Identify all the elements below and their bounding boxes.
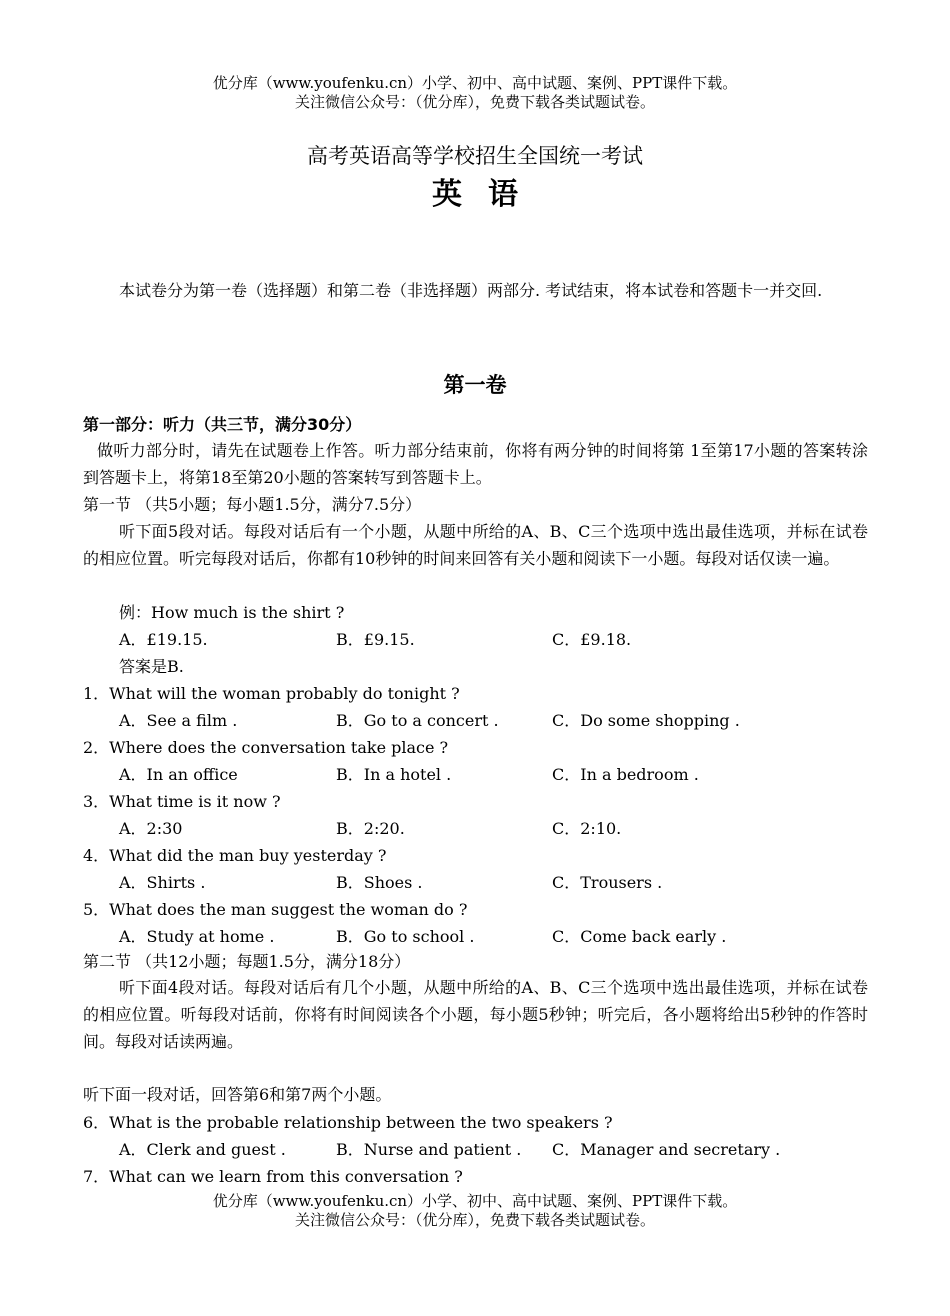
section2-heading: 第二节 （共12小题；每题1.5分，满分18分） [83, 952, 411, 971]
volume-heading: 第一卷 [443, 373, 507, 397]
example-answer: 答案是B. [119, 657, 184, 676]
q6-option-b: B．Nurse and patient . [336, 1140, 522, 1159]
q1-option-a: A．See a film . [119, 711, 238, 730]
q6-option-c: C．Manager and secretary . [552, 1140, 781, 1159]
header-line-1: 优分库（www.youfenku.cn）小学、初中、高中试题、案例、PPT课件下载。 [212, 74, 738, 92]
section2-instruction: 听下面4段对话。每段对话后有几个小题，从题中所给的A、B、C三个选项中选出最佳选项，并标在试卷的相应位置。听每段对话前，你将有时间阅读各个小题，每小题5秒钟；听完后，各小题将给出5秒钟的作答时间。每段对话读两遍。 [83, 978, 868, 1051]
footer-line-2: 关注微信公众号：（优分库），免费下载各类试题试卷。 [294, 1211, 655, 1229]
q3-option-a: A．2:30 [119, 819, 183, 838]
q3-option-c: C．2:10. [552, 819, 622, 838]
q1-option-b: B．Go to a concert . [336, 711, 499, 730]
q2-option-b: B．In a hotel . [336, 765, 452, 784]
q5-option-c: C．Come back early . [552, 927, 727, 946]
question-3: 3．What time is it now ? [83, 792, 281, 811]
q4-option-c: C．Trousers . [552, 873, 663, 892]
section1-heading: 第一节 （共5小题；每小题1.5分，满分7.5分） [83, 495, 422, 514]
q2-option-c: C．In a bedroom . [552, 765, 699, 784]
question-1: 1．What will the woman probably do tonight ? [83, 684, 460, 703]
subject-title: 英语 [432, 177, 544, 212]
example-question: 例：How much is the shirt ? [119, 603, 345, 622]
part1-heading: 第一部分：听力（共三节，满分30分） [83, 415, 362, 434]
q2-option-a: A．In an office [119, 765, 238, 784]
footer-line-1: 优分库（www.youfenku.cn）小学、初中、高中试题、案例、PPT课件下载。 [212, 1192, 738, 1210]
intro-paragraph: 本试卷分为第一卷（选择题）和第二卷（非选择题）两部分. 考试结束，将本试卷和答题卡一并交回. [119, 281, 823, 300]
question-4: 4．What did the man buy yesterday ? [83, 846, 387, 865]
exam-title: 高考英语高等学校招生全国统一考试 [307, 144, 643, 168]
example-option-b: B．£9.15. [336, 630, 415, 649]
part1-instruction: 做听力部分时，请先在试题卷上作答。听力部分结束前，你将有两分钟的时间将第 1至第17小题的答案转涂到答题卡上，将第18至第20小题的答案转写到答题卡上。 [83, 441, 868, 487]
group-intro: 听下面一段对话，回答第6和第7两个小题。 [83, 1085, 392, 1104]
q1-option-c: C．Do some shopping . [552, 711, 740, 730]
question-6: 6．What is the probable relationship between the two speakers ? [83, 1113, 613, 1132]
example-option-c: C．£9.18. [552, 630, 632, 649]
q6-option-a: A．Clerk and guest . [119, 1140, 286, 1159]
q4-option-a: A．Shirts . [119, 873, 206, 892]
q4-option-b: B．Shoes . [336, 873, 423, 892]
question-5: 5．What does the man suggest the woman do ? [83, 900, 468, 919]
q5-option-b: B．Go to school . [336, 927, 475, 946]
q3-option-b: B．2:20. [336, 819, 405, 838]
question-7: 7．What can we learn from this conversation ? [83, 1167, 463, 1186]
section1-instruction: 听下面5段对话。每段对话后有一个小题，从题中所给的A、B、C三个选项中选出最佳选项，并标在试卷的相应位置。听完每段对话后，你都有10秒钟的时间来回答有关小题和阅读下一小题。每段对话仅读一遍。 [83, 522, 868, 568]
example-option-a: A．£19.15. [119, 630, 208, 649]
q5-option-a: A．Study at home . [119, 927, 275, 946]
question-2: 2．Where does the conversation take place ? [83, 738, 449, 757]
header-line-2: 关注微信公众号：（优分库），免费下载各类试题试卷。 [294, 93, 655, 111]
